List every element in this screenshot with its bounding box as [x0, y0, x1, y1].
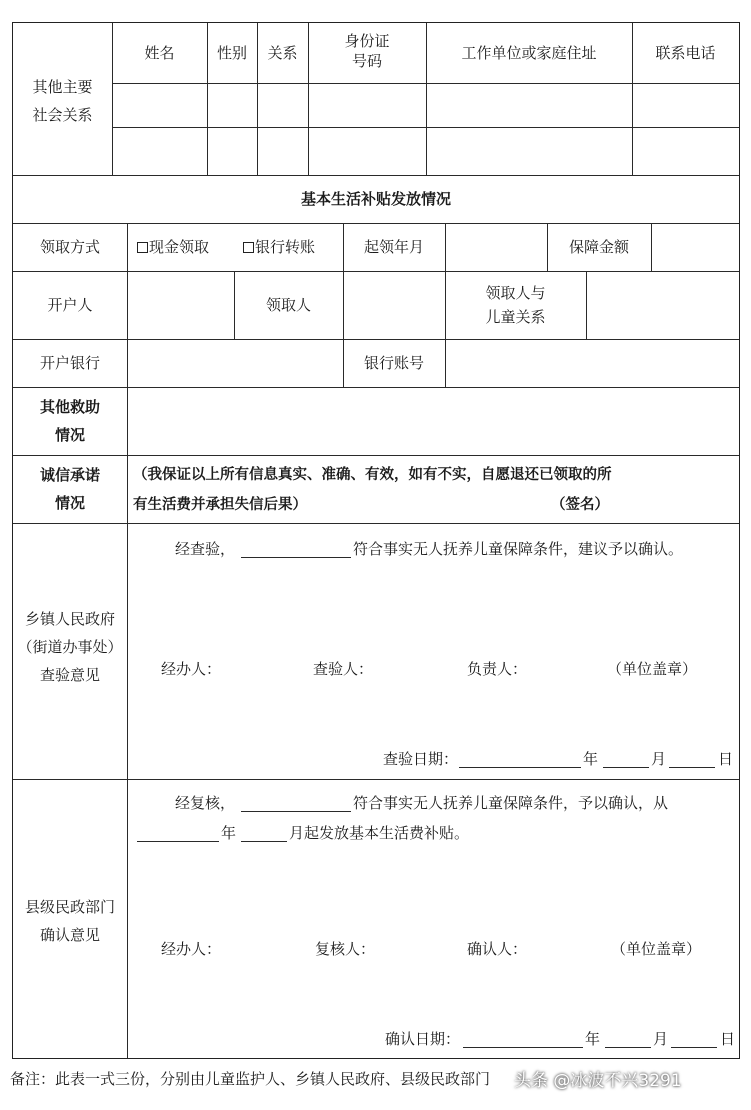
header-name: 姓名 — [144, 44, 175, 62]
county-start-month-blank[interactable] — [241, 841, 287, 842]
county-month: 月 — [653, 1030, 669, 1048]
grid-line — [127, 223, 128, 271]
receive-method-label: 领取方式 — [39, 238, 100, 256]
township-month-blank[interactable] — [603, 767, 649, 768]
grid-line — [586, 271, 587, 339]
footer-note: 备注：此表一式三份，分别由儿童监护人、乡镇人民政府、县级民政部门 — [10, 1070, 491, 1088]
township-day: 日 — [718, 750, 734, 768]
subsidy-form-table — [12, 22, 740, 1059]
integrity-statement-line2: 有生活费并承担失信后果） — [133, 497, 307, 513]
county-start-text: 月起发放基本生活费补贴。 — [289, 824, 470, 842]
start-month-label: 起领年月 — [363, 238, 424, 256]
township-year-blank[interactable] — [459, 767, 581, 768]
section-title: 基本生活补贴发放情况 — [300, 190, 451, 208]
county-prefix: 经复核， — [175, 794, 236, 812]
township-prefix: 经查验， — [175, 540, 236, 558]
integrity-statement-line1: （我保证以上所有信息真实、准确、有效，如有不实，自愿退还已领取的所 — [133, 467, 612, 483]
account-no-label: 银行账号 — [363, 354, 424, 372]
township-year: 年 — [583, 750, 599, 768]
township-date-label: 查验日期： — [383, 750, 459, 768]
signature-label: （签名） — [551, 497, 609, 513]
account-holder-label: 开户人 — [47, 296, 93, 314]
county-handler: 经办人： — [161, 940, 222, 958]
receiver-relation-label: 领取人与 儿童关系 — [485, 284, 546, 326]
county-reviewer: 复核人： — [315, 940, 376, 958]
grid-line — [445, 339, 446, 387]
social-relations-label: 其他主要 社会关系 — [32, 78, 93, 124]
grid-line — [13, 175, 739, 176]
county-statement: 符合事实无人抚养儿童保障条件，予以确认，从 — [353, 794, 669, 812]
township-statement: 符合事实无人抚养儿童保障条件，建议予以确认。 — [353, 540, 684, 558]
grid-line — [13, 339, 739, 340]
township-seal: （单位盖章） — [607, 660, 698, 678]
county-date-label: 确认日期： — [385, 1030, 461, 1048]
county-confirmer: 确认人： — [467, 940, 528, 958]
other-aid-label: 其他救助 情况 — [39, 398, 100, 444]
amount-label: 保障金额 — [568, 238, 629, 256]
grid-line — [13, 455, 739, 456]
grid-line — [127, 387, 128, 1058]
bank-label: 开户银行 — [39, 354, 100, 372]
header-relation: 关系 — [267, 44, 298, 62]
township-month: 月 — [651, 750, 667, 768]
township-day-blank[interactable] — [669, 767, 715, 768]
county-name-blank[interactable] — [241, 811, 351, 812]
township-review-label: 乡镇人民政府 （街道办事处） 查验意见 — [17, 610, 123, 684]
grid-line — [127, 339, 128, 387]
township-name-blank[interactable] — [241, 557, 351, 558]
county-start-year: 年 — [221, 824, 237, 842]
watermark: 头条 @冰波不兴3291 — [514, 1071, 682, 1091]
township-responsible: 负责人： — [467, 660, 528, 678]
grid-line — [13, 387, 739, 388]
county-seal: （单位盖章） — [611, 940, 702, 958]
checkbox-cash[interactable] — [137, 242, 148, 253]
integrity-label: 诚信承诺 情况 — [39, 466, 100, 512]
option-bank[interactable]: 银行转账 — [243, 237, 315, 257]
grid-line — [651, 223, 652, 271]
county-start-year-blank[interactable] — [137, 841, 219, 842]
county-confirm-label: 县级民政部门 确认意见 — [24, 898, 115, 944]
header-workplace: 工作单位或家庭住址 — [461, 44, 597, 62]
grid-line — [343, 271, 344, 339]
county-year-blank[interactable] — [463, 1047, 583, 1048]
grid-line — [127, 271, 128, 339]
header-gender: 性别 — [216, 44, 247, 62]
county-year: 年 — [585, 1030, 601, 1048]
county-day: 日 — [720, 1030, 736, 1048]
grid-line — [13, 223, 739, 224]
township-handler: 经办人： — [161, 660, 222, 678]
checkbox-bank[interactable] — [243, 242, 254, 253]
grid-line — [445, 223, 446, 271]
grid-line — [13, 271, 739, 272]
county-day-blank[interactable] — [671, 1047, 717, 1048]
option-cash[interactable]: 现金领取 — [137, 237, 209, 257]
county-month-blank[interactable] — [605, 1047, 651, 1048]
grid-line — [13, 779, 739, 780]
receiver-label: 领取人 — [265, 296, 311, 314]
header-id-number: 身份证 号码 — [344, 32, 390, 70]
township-inspector: 查验人： — [313, 660, 374, 678]
grid-line — [13, 523, 739, 524]
header-phone: 联系电话 — [655, 44, 716, 62]
